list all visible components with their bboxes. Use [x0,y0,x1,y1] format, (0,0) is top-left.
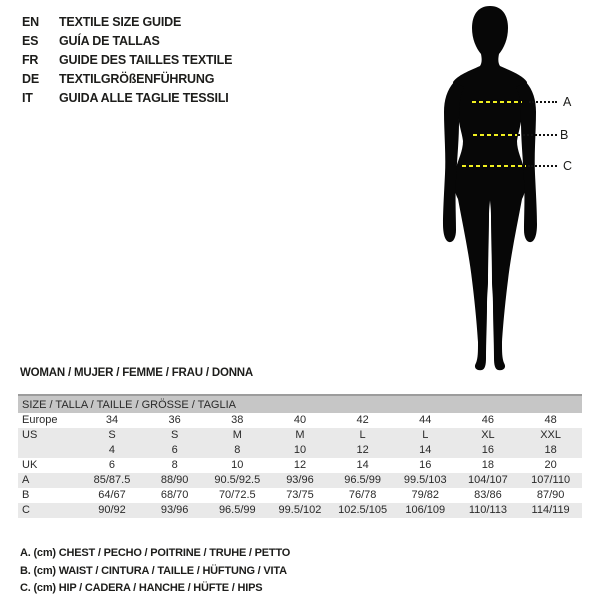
size-cell: 34 [105,414,119,426]
hip-dash-line [462,165,526,167]
size-cell: 79/82 [411,489,440,501]
size-cell: 8 [171,459,178,471]
chest-leader-line [529,101,557,103]
row-label: C [18,503,81,518]
language-row [22,13,232,32]
row-label: US [18,428,81,443]
size-cell: 38 [231,414,244,426]
language-label: TEXTILGRÖßENFÜHRUNG [59,72,215,86]
table-row [18,488,582,503]
chest-dash-line [472,101,522,103]
language-title-list [22,13,232,108]
size-cell: 68/70 [160,489,189,501]
size-cell: 48 [544,414,557,426]
language-code: ES [22,34,39,48]
size-cell: 36 [168,414,181,426]
size-cell: 12 [293,459,307,471]
measurement-legend [20,545,290,598]
size-cell: 85/87.5 [81,473,144,488]
size-cell: 114/119 [519,503,582,518]
size-cell: 64/67 [98,489,126,501]
size-cell: 14 [356,459,369,471]
size-cell: 96.5/99 [206,503,269,518]
marker-label-c: C [563,159,573,173]
row-label: UK [22,459,38,471]
size-cell: 90/92 [81,503,144,518]
language-label: GUIDA ALLE TAGLIE TESSILI [59,91,229,105]
table-row [18,473,582,488]
language-row [22,51,232,70]
size-cell: L [331,428,394,443]
language-row [22,32,232,51]
table-row [18,458,582,473]
size-cell: 10 [269,443,332,458]
size-table [18,394,582,518]
legend-line: B. (cm) WAIST / CINTURA / TAILLE / HÜFTUNG / VITA [20,564,287,577]
size-cell: 40 [293,414,307,426]
waist-dash-line [473,134,517,136]
size-cell: 18 [519,443,582,458]
size-cell: 99.5/103 [394,473,457,488]
row-label: Europe [22,414,58,426]
language-code: FR [22,53,39,67]
size-cell: 104/107 [457,473,520,488]
language-label: GUÍA DE TALLAS [59,34,160,48]
size-cell: 99.5/102 [269,503,332,518]
size-cell: S [143,428,206,443]
size-cell: 4 [81,443,144,458]
size-cell: 90.5/92.5 [206,473,269,488]
language-code: DE [22,72,39,86]
size-cell: 16 [457,443,520,458]
row-label: B [22,489,30,501]
size-cell: 10 [231,459,244,471]
marker-label-a: A [563,95,572,109]
language-row [22,70,232,89]
table-row [18,443,582,458]
size-cell: 73/75 [286,489,314,501]
size-cell: 83/86 [474,489,502,501]
table-row [18,413,582,428]
size-cell: 88/90 [143,473,206,488]
language-code: EN [22,15,39,29]
size-cell: M [269,428,332,443]
marker-label-b: B [560,128,569,142]
woman-silhouette [410,2,573,373]
size-cell: 102.5/105 [331,503,394,518]
language-code: IT [22,91,33,105]
row-label: A [18,473,81,488]
size-cell: 18 [481,459,495,471]
size-cell: 44 [419,414,432,426]
size-cell: 110/113 [457,503,520,518]
legend-line: C. (cm) HIP / CADERA / HANCHE / HÜFTE / HIPS [20,582,263,594]
size-cell: 70/72.5 [218,489,256,501]
size-cell: 16 [419,459,432,471]
size-cell: 8 [206,443,269,458]
row-label [18,443,81,458]
size-cell: L [394,428,457,443]
size-cell: 12 [331,443,394,458]
size-cell: 87/90 [536,489,565,501]
size-cell: 76/78 [348,489,377,501]
size-cell: 6 [143,443,206,458]
size-cell: 20 [544,459,557,471]
size-cell: 6 [108,459,116,471]
size-cell: 93/96 [143,503,206,518]
size-cell: 106/109 [394,503,457,518]
section-title: WOMAN / MUJER / FEMME / FRAU / DONNA [20,367,254,379]
size-cell: XL [457,428,520,443]
language-row [22,89,232,108]
hip-leader-line [528,165,557,167]
waist-leader-line [518,134,557,136]
size-cell: XXL [519,428,582,443]
size-cell: S [81,428,144,443]
language-label: GUIDE DES TAILLES TEXTILE [59,53,233,67]
size-table-header-row [18,395,582,413]
size-cell: 14 [394,443,457,458]
size-table-header: SIZE / TALLA / TAILLE / GRÖSSE / TAGLIA [18,395,582,413]
size-cell: 42 [356,414,369,426]
legend-line: A. (cm) CHEST / PECHO / POITRINE / TRUHE / PETTO [20,547,291,559]
silhouette-body [453,6,527,370]
size-cell: M [206,428,269,443]
size-cell: 96.5/99 [331,473,394,488]
table-row [18,503,582,518]
language-label: TEXTILE SIZE GUIDE [59,15,182,29]
size-cell: 46 [481,414,495,426]
table-row [18,428,582,443]
size-cell: 93/96 [269,473,332,488]
size-cell: 107/110 [519,473,582,488]
